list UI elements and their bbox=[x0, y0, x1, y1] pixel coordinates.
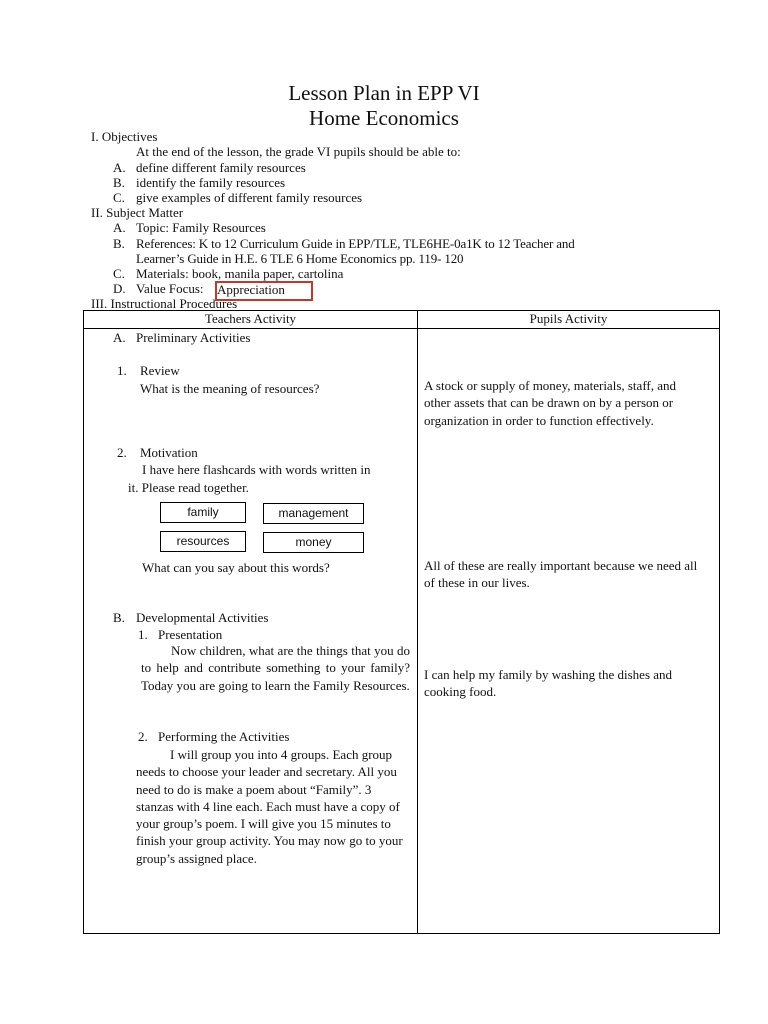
subject-matter-heading: II. Subject Matter bbox=[91, 205, 184, 220]
list-marker: A. bbox=[113, 160, 126, 175]
flashcard-money: money bbox=[263, 532, 364, 553]
flashcard-family: family bbox=[160, 502, 246, 523]
page-title: Lesson Plan in EPP VI bbox=[288, 81, 480, 105]
value-focus-value: Appreciation bbox=[217, 282, 285, 297]
objectives-heading: I. Objectives bbox=[91, 129, 158, 144]
motivation-line-2: it. Please read together. bbox=[128, 480, 249, 495]
list-marker: A. bbox=[113, 220, 126, 235]
objective-item: identify the family resources bbox=[136, 175, 286, 190]
motivation-answer: All of these are really important because we need all of these in our lives. bbox=[424, 558, 698, 591]
performing-heading: Performing the Activities bbox=[158, 729, 290, 744]
list-marker: B. bbox=[113, 175, 125, 190]
presentation-text: Now children, what are the things that you do to help and contribute something to your family? Today you are going to learn the Family Resources. bbox=[141, 643, 410, 693]
list-marker: C. bbox=[113, 266, 125, 281]
motivation-question: What can you say about this words? bbox=[142, 560, 330, 575]
list-marker: B. bbox=[113, 610, 125, 625]
procedures-heading: III. Instructional Procedures bbox=[91, 296, 238, 311]
page-subtitle: Home Economics bbox=[309, 106, 459, 130]
list-marker: 1. bbox=[117, 363, 127, 378]
materials-line: Materials: book, manila paper, cartolina bbox=[136, 266, 344, 281]
presentation-answer: I can help my family by washing the dishes and cooking food. bbox=[424, 667, 673, 700]
column-header-pupils: Pupils Activity bbox=[529, 311, 608, 326]
flashcard-management: management bbox=[263, 503, 364, 524]
list-marker: C. bbox=[113, 190, 125, 205]
table-header-divider bbox=[83, 328, 720, 329]
table-column-divider bbox=[417, 310, 418, 934]
motivation-line-1: I have here flashcards with words written in bbox=[142, 462, 371, 477]
list-marker: B. bbox=[113, 236, 125, 251]
value-focus-label: Value Focus: bbox=[136, 281, 204, 296]
review-answer: A stock or supply of money, materials, staff, and other assets that can be drawn on by a person or organization in order to function effectively. bbox=[424, 378, 677, 428]
preliminary-heading: Preliminary Activities bbox=[136, 330, 251, 345]
review-question: What is the meaning of resources? bbox=[140, 381, 320, 396]
developmental-heading: Developmental Activities bbox=[136, 610, 269, 625]
column-header-teachers: Teachers Activity bbox=[204, 311, 297, 326]
list-marker: A. bbox=[113, 330, 126, 345]
review-heading: Review bbox=[140, 363, 180, 378]
references-line-2: Learner’s Guide in H.E. 6 TLE 6 Home Economics pp. 119- 120 bbox=[136, 251, 464, 266]
performing-text: I will group you into 4 groups. Each group needs to choose your leader and secretary. All you need to do is make a poem about “Family”. 3 stanzas with 4 line each. Each must have a copy of your group’s poem. I will give you 15 minutes to finish your group activity. You may now go to your group’s assigned place. bbox=[136, 747, 403, 866]
motivation-heading: Motivation bbox=[140, 445, 198, 460]
list-marker: 2. bbox=[138, 729, 148, 744]
references-line-1: References: K to 12 Curriculum Guide in EPP/TLE, TLE6HE-0a1K to 12 Teacher and bbox=[136, 236, 575, 251]
list-marker: D. bbox=[113, 281, 126, 296]
objective-item: give examples of different family resources bbox=[136, 190, 363, 205]
objectives-intro: At the end of the lesson, the grade VI pupils should be able to: bbox=[136, 144, 461, 159]
list-marker: 2. bbox=[117, 445, 127, 460]
topic-line: Topic: Family Resources bbox=[136, 220, 266, 235]
list-marker: 1. bbox=[138, 627, 148, 642]
presentation-heading: Presentation bbox=[158, 627, 223, 642]
flashcard-resources: resources bbox=[160, 531, 246, 552]
objective-item: define different family resources bbox=[136, 160, 306, 175]
